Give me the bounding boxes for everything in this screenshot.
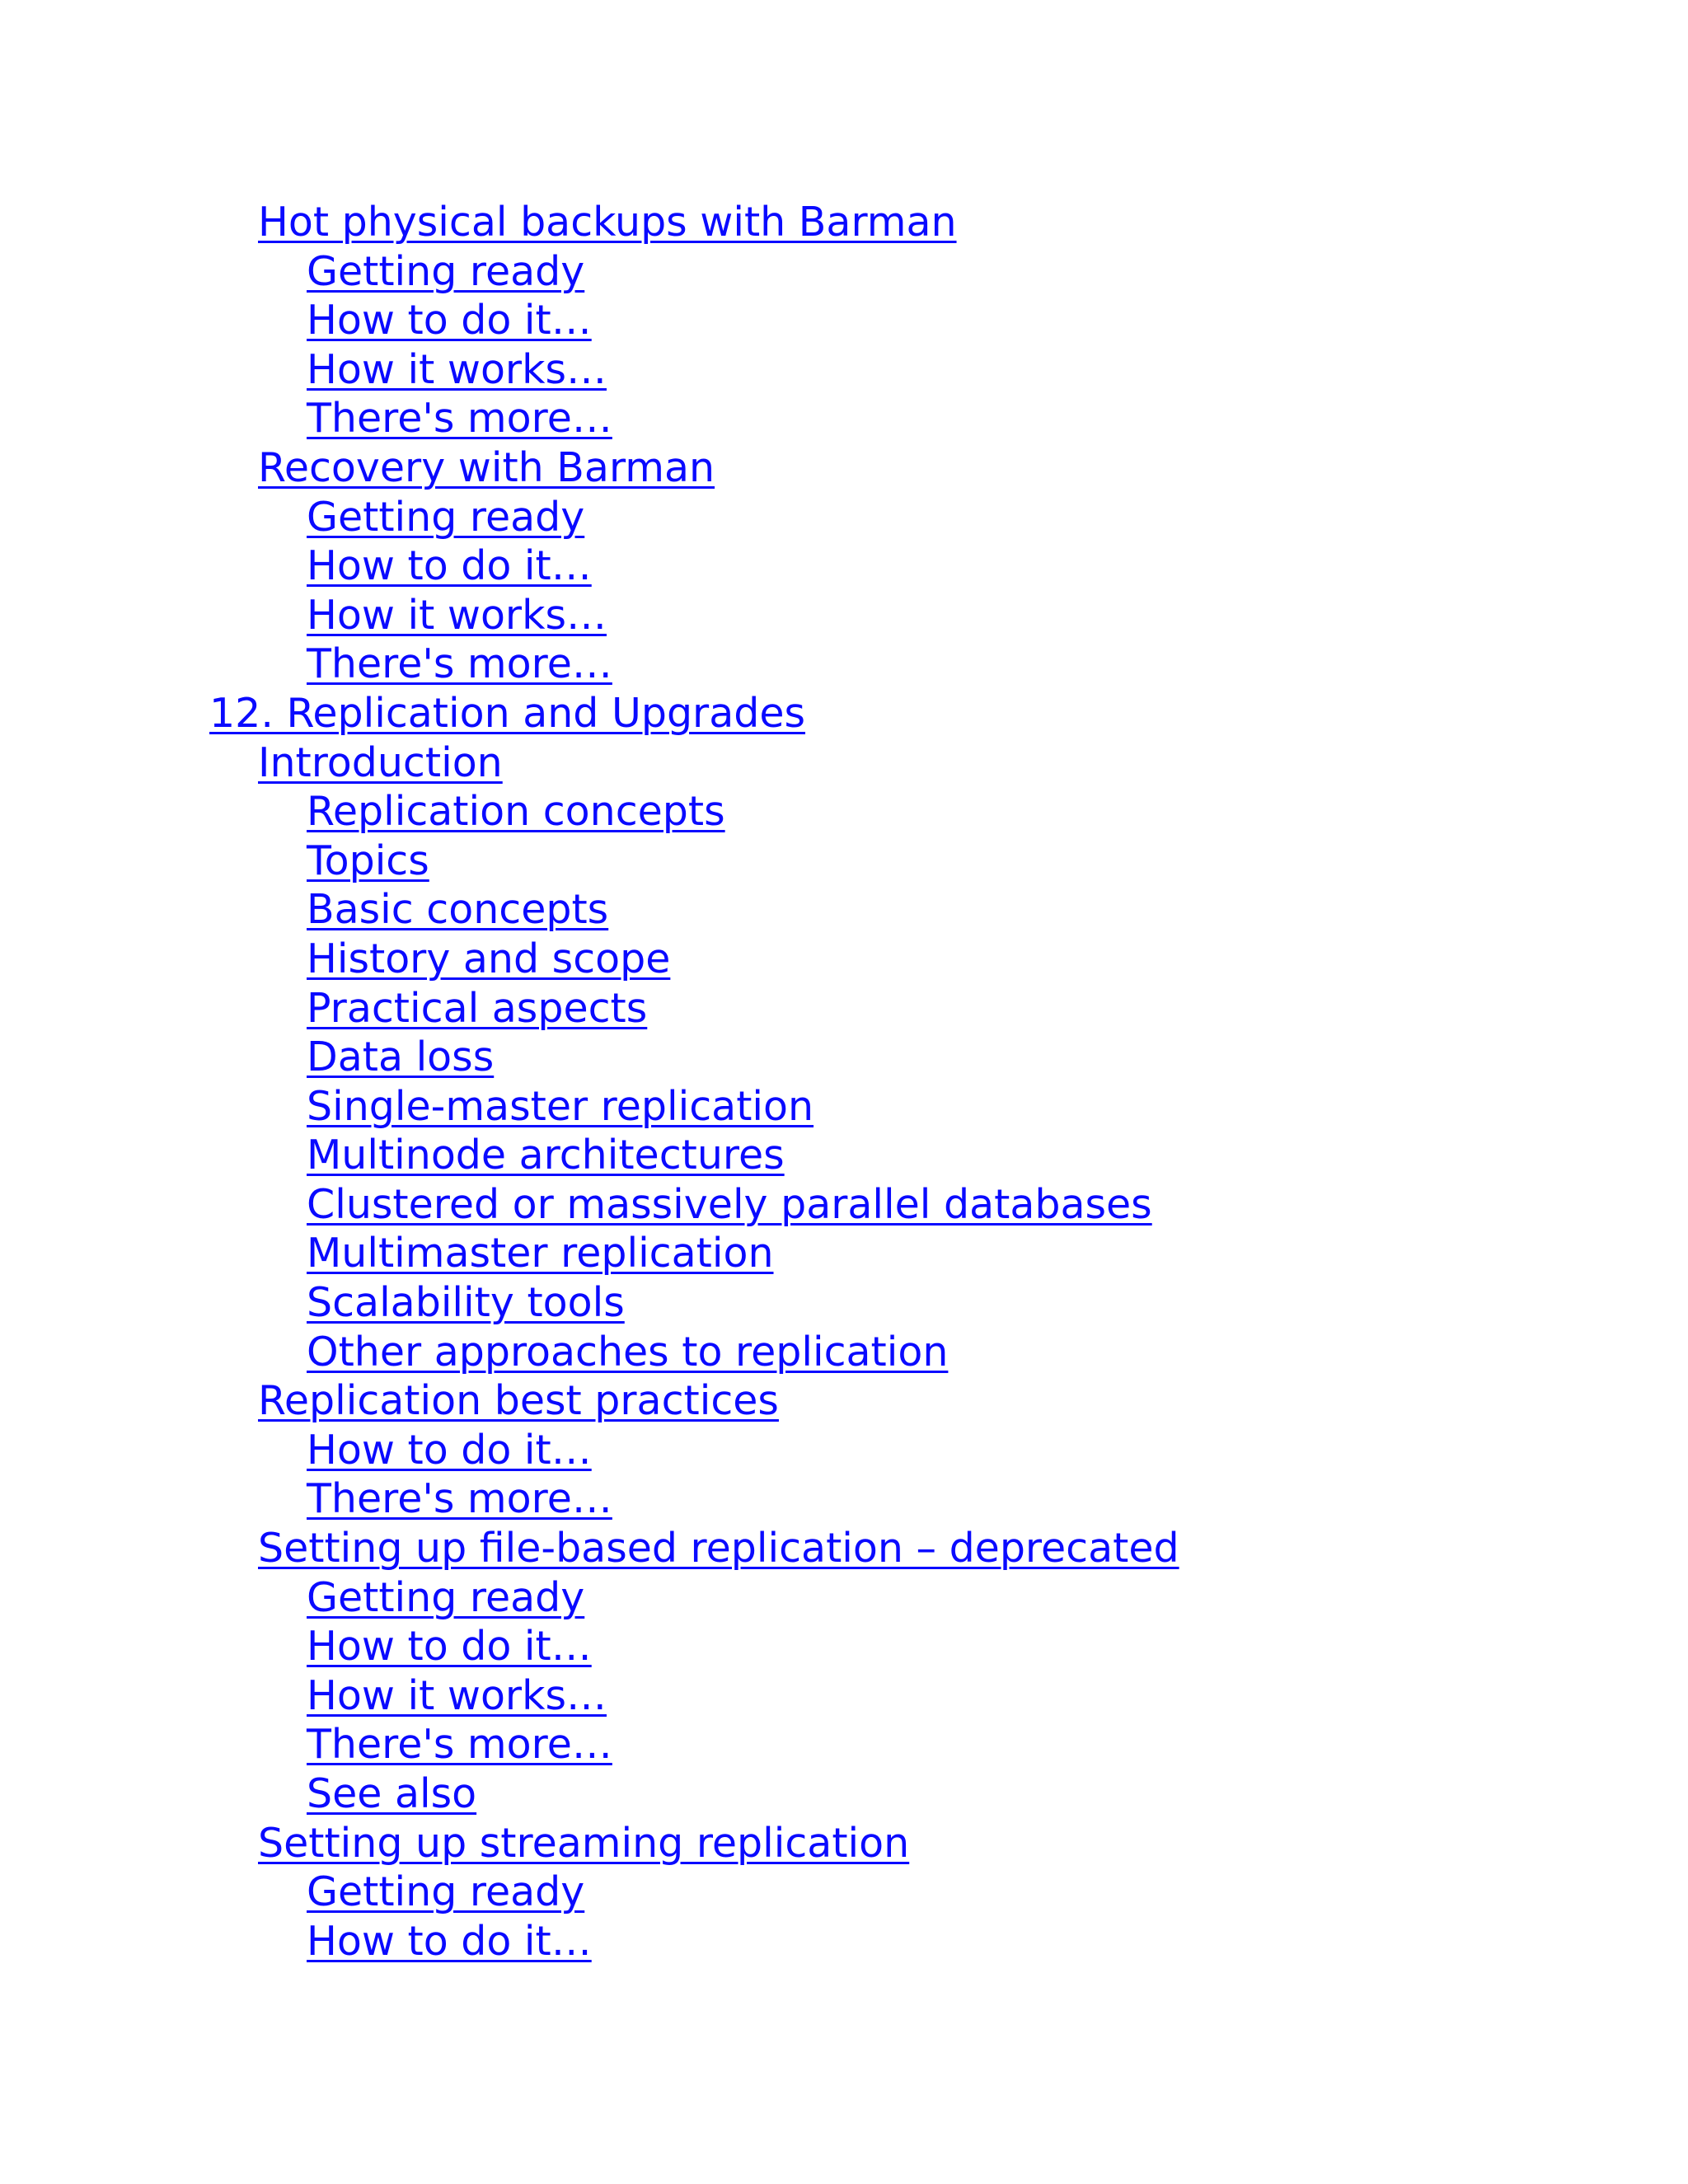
- toc-subsection-link[interactable]: Data loss: [307, 1033, 495, 1081]
- toc-subsection-link[interactable]: Basic concepts: [307, 886, 609, 934]
- toc-entry: [0, 1868, 1688, 1917]
- toc-subsection-link[interactable]: Getting ready: [307, 1868, 585, 1916]
- toc-entry: [0, 247, 1688, 297]
- toc-subsection-link[interactable]: How to do it…: [307, 297, 592, 344]
- toc-section-link[interactable]: Introduction: [258, 738, 503, 786]
- toc-entry: [0, 738, 1688, 788]
- toc-subsection-link[interactable]: There's more…: [307, 1475, 612, 1523]
- toc-subsection-link[interactable]: Multinode architectures: [307, 1132, 785, 1179]
- toc-subsection-link[interactable]: Getting ready: [307, 1573, 585, 1621]
- toc-entry: [0, 1622, 1688, 1671]
- toc-entry: [0, 640, 1688, 689]
- toc-entry: [0, 541, 1688, 591]
- toc-subsection-link[interactable]: Single-master replication: [307, 1082, 814, 1130]
- toc-section-link[interactable]: Hot physical backups with Barman: [258, 199, 957, 246]
- toc-subsection-link[interactable]: Replication concepts: [307, 788, 725, 836]
- toc-entry: [0, 1769, 1688, 1819]
- toc-entry: [0, 984, 1688, 1033]
- toc-chapter-link[interactable]: 12. Replication and Upgrades: [209, 689, 806, 737]
- toc-subsection-link[interactable]: Scalability tools: [307, 1279, 625, 1327]
- toc-entry: [0, 1278, 1688, 1328]
- toc-entry: [0, 837, 1688, 886]
- toc-subsection-link[interactable]: Getting ready: [307, 493, 585, 541]
- toc-subsection-link[interactable]: Getting ready: [307, 247, 585, 295]
- toc-entry: [0, 689, 1688, 738]
- toc-subsection-link[interactable]: There's more…: [307, 1721, 612, 1769]
- toc-subsection-link[interactable]: See also: [307, 1770, 477, 1817]
- toc-entry: [0, 1082, 1688, 1132]
- toc-entry: [0, 935, 1688, 984]
- toc-entry: [0, 296, 1688, 345]
- toc-subsection-link[interactable]: There's more…: [307, 395, 612, 443]
- toc-entry: [0, 394, 1688, 443]
- toc-entry: [0, 1376, 1688, 1426]
- toc-entry: [0, 885, 1688, 935]
- toc-entry: [0, 1131, 1688, 1180]
- toc-subsection-link[interactable]: Other approaches to replication: [307, 1328, 949, 1376]
- toc-subsection-link[interactable]: How to do it…: [307, 1623, 592, 1671]
- toc-subsection-link[interactable]: How it works…: [307, 1671, 607, 1719]
- table-of-contents: [0, 198, 1688, 1966]
- toc-entry: [0, 1720, 1688, 1769]
- toc-entry: [0, 1229, 1688, 1278]
- toc-subsection-link[interactable]: Topics: [307, 837, 429, 884]
- toc-entry: [0, 443, 1688, 493]
- toc-subsection-link[interactable]: How to do it…: [307, 1426, 592, 1474]
- toc-entry: [0, 1524, 1688, 1573]
- toc-entry: [0, 591, 1688, 640]
- toc-subsection-link[interactable]: How to do it…: [307, 542, 592, 590]
- toc-subsection-link[interactable]: Multimaster replication: [307, 1230, 774, 1277]
- toc-section-link[interactable]: Recovery with Barman: [258, 443, 715, 491]
- toc-subsection-link[interactable]: How it works…: [307, 591, 607, 639]
- toc-entry: [0, 1573, 1688, 1623]
- toc-entry: [0, 1671, 1688, 1721]
- toc-entry: [0, 1819, 1688, 1868]
- toc-entry: [0, 1426, 1688, 1475]
- toc-subsection-link[interactable]: How to do it…: [307, 1917, 592, 1965]
- toc-entry: [0, 493, 1688, 542]
- toc-subsection-link[interactable]: Practical aspects: [307, 984, 648, 1032]
- toc-section-link[interactable]: Setting up file-based replication – deprecated: [258, 1525, 1179, 1572]
- toc-subsection-link[interactable]: Clustered or massively parallel databases: [307, 1180, 1152, 1228]
- toc-entry: [0, 1474, 1688, 1524]
- toc-entry: [0, 345, 1688, 395]
- toc-subsection-link[interactable]: History and scope: [307, 935, 671, 982]
- toc-section-link[interactable]: Setting up streaming replication: [258, 1819, 910, 1867]
- toc-entry: [0, 1033, 1688, 1082]
- toc-entry: [0, 1917, 1688, 1966]
- toc-entry: [0, 1180, 1688, 1230]
- toc-entry: [0, 198, 1688, 247]
- toc-section-link[interactable]: Replication best practices: [258, 1377, 779, 1425]
- toc-subsection-link[interactable]: There's more…: [307, 640, 612, 688]
- toc-entry: [0, 787, 1688, 837]
- toc-subsection-link[interactable]: How it works…: [307, 345, 607, 393]
- toc-entry: [0, 1328, 1688, 1377]
